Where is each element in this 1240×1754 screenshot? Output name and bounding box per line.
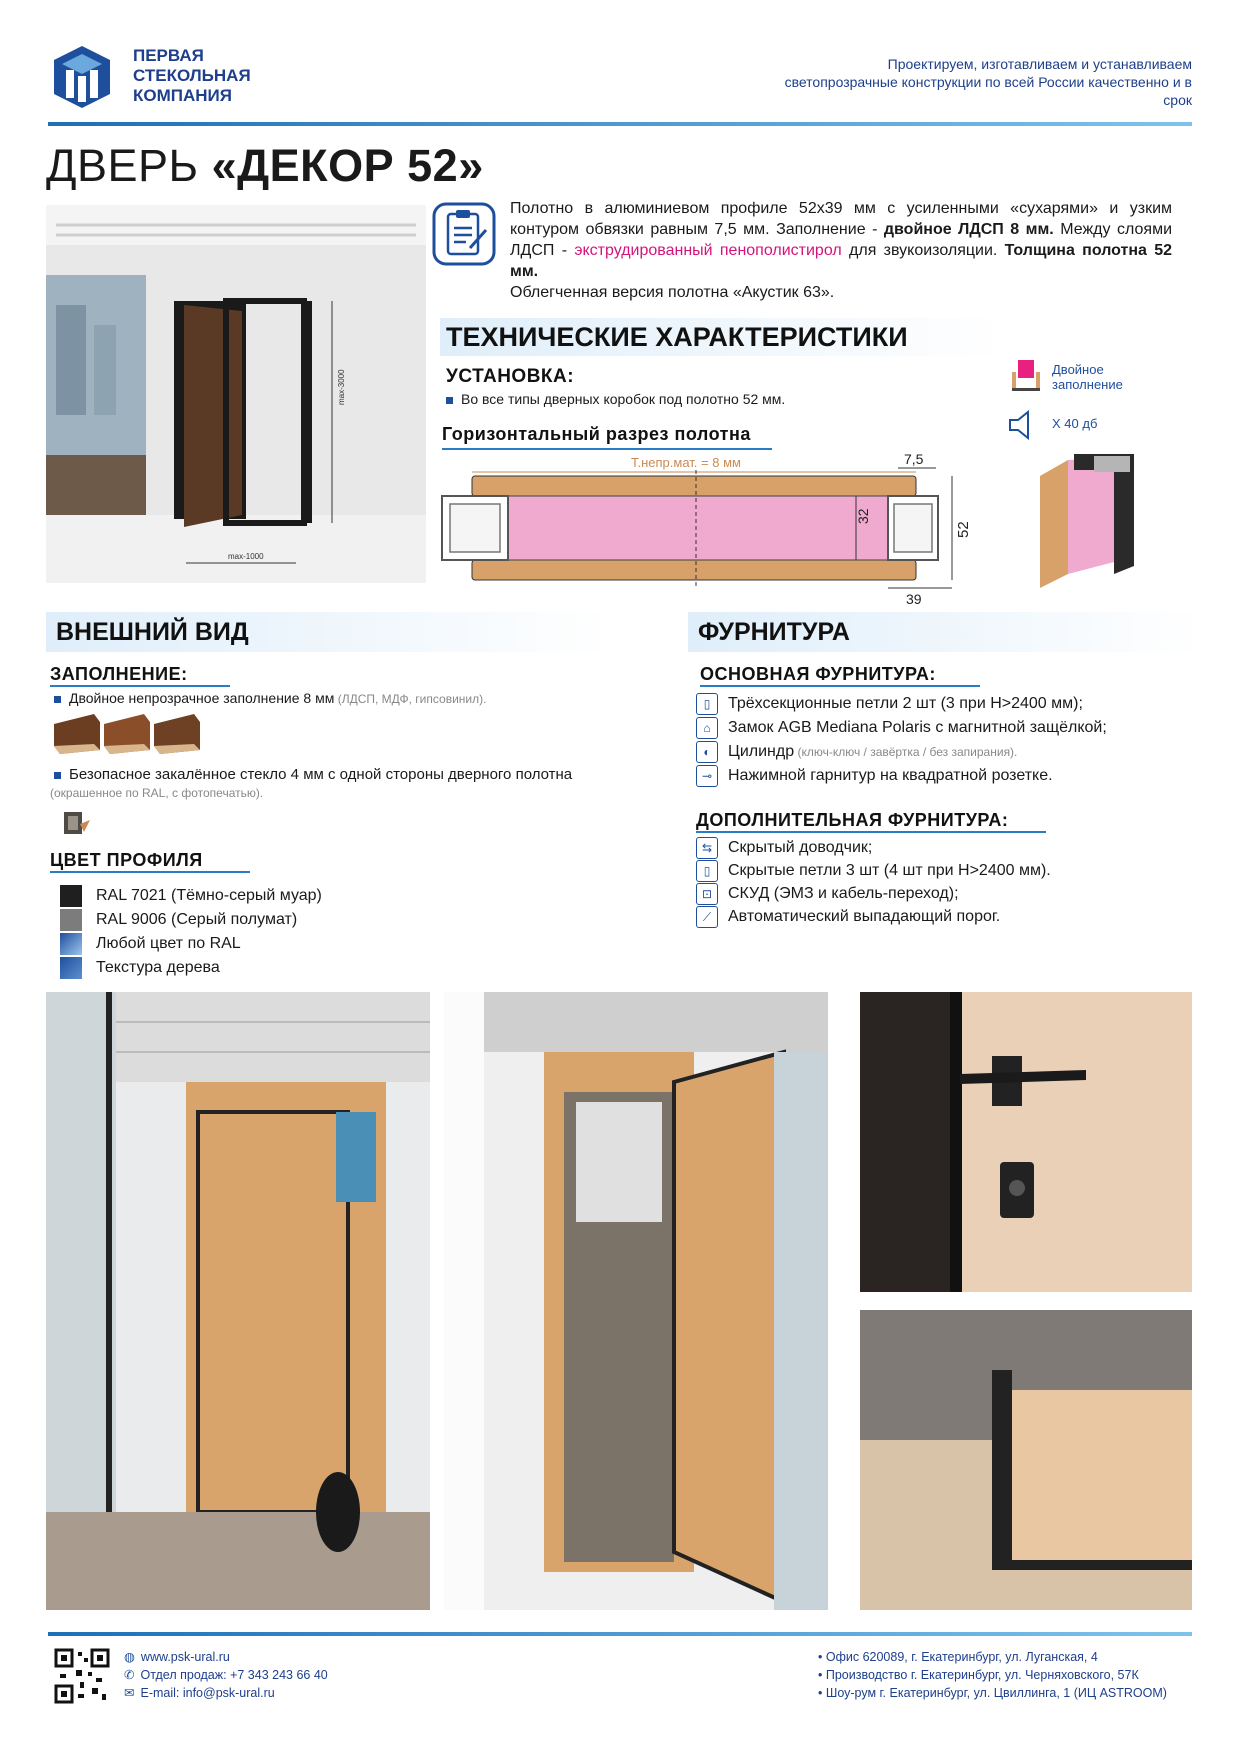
hero-door-photo	[46, 205, 426, 583]
description-part: для звукоизоляции.	[841, 242, 1005, 259]
hero-height-dimension: max-3000	[337, 369, 346, 405]
dim-top-label: Т.непр.мат. = 8 мм	[631, 455, 741, 470]
hardware-item-text: СКУД (ЭМЗ и кабель-переход);	[728, 885, 959, 902]
address-showroom-text: Шоу-рум г. Екатеринбург, ул. Цвиллинга, 1 (ИЦ ASTROOM)	[825, 1686, 1167, 1700]
color-item	[60, 908, 460, 932]
address-showroom: • Шоу-рум г. Екатеринбург, ул. Цвиллинга, 1 (ИЦ ASTROOM)	[818, 1686, 1167, 1700]
main-hardware-heading: ОСНОВНАЯ ФУРНИТУРА:	[700, 664, 980, 687]
page-title	[46, 140, 484, 192]
description-thickness: Толщина полотна 52 мм.	[510, 242, 1173, 280]
extra-hardware-heading: ДОПОЛНИТЕЛЬНАЯ ФУРНИТУРА:	[696, 810, 1046, 833]
closer-icon: ⇆	[696, 837, 718, 859]
sales-phone[interactable]	[124, 1666, 484, 1684]
website-link[interactable]	[124, 1648, 484, 1666]
footer-divider	[48, 1632, 1192, 1636]
hardware-item	[696, 859, 1196, 882]
address-production: • Производство г. Екатеринбург, ул. Черняховского, 57К	[818, 1668, 1139, 1682]
lock-icon: ⌂	[696, 717, 718, 739]
hero-width-dimension: max-1000	[228, 552, 264, 561]
install-heading: УСТАНОВКА:	[446, 366, 575, 387]
color-item	[60, 932, 460, 956]
title-name: «ДЕКОР 52»	[211, 140, 484, 191]
header-divider	[48, 122, 1192, 126]
hardware-item-text: Автоматический выпадающий порог.	[728, 908, 1001, 925]
color-swatch	[60, 885, 82, 907]
legend-sound: Х 40 дб	[1052, 416, 1098, 431]
hardware-heading: ФУРНИТУРА	[688, 612, 1202, 652]
dim-32: 32	[855, 508, 871, 524]
address-production-text: Производство г. Екатеринбург, ул. Черняховского, 57К	[825, 1668, 1139, 1682]
photo-profile-closeup	[860, 1310, 1192, 1610]
main-hardware-list	[696, 692, 1196, 788]
fill-2-note: (окрашенное по RAL, с фотопечатью).	[50, 786, 264, 800]
hardware-item	[696, 882, 1196, 905]
color-label: Текстура дерева	[96, 959, 220, 976]
color-label: RAL 7021 (Тёмно-серый муар)	[96, 887, 322, 904]
color-swatch	[60, 909, 82, 931]
fill-heading: ЗАПОЛНЕНИЕ:	[50, 664, 230, 687]
color-swatch	[60, 933, 82, 955]
install-text-value: Во все типы дверных коробок под полотно 52 мм.	[461, 391, 786, 407]
address-office-text: Офис 620089, г. Екатеринбург, ул. Луганская, 4	[825, 1650, 1098, 1664]
company-logo	[52, 44, 112, 110]
hardware-item-text: Скрытый доводчик;	[728, 839, 873, 856]
hardware-item	[696, 740, 1196, 764]
double-fill-icon	[1010, 358, 1042, 392]
color-label: Любой цвет по RAL	[96, 935, 241, 952]
description-part: Между слоями ЛДСП -	[510, 221, 1173, 259]
hardware-item-text: Нажимной гарнитур на квадратной розетке.	[728, 767, 1053, 784]
description-part: Полотно в алюминиевом профиле 52х39 мм с усиленными «сухарями» и узким контуром обвязки равным 7,5 мм. Заполнение -	[510, 200, 1172, 238]
extra-hardware-list	[696, 836, 1196, 928]
hidden-hinge-icon: ▯	[696, 860, 718, 882]
photo-open-door	[444, 992, 828, 1610]
hardware-item	[696, 692, 1196, 716]
hardware-item-note: (ключ-ключ / завёртка / без запирания).	[794, 745, 1018, 759]
hardware-item	[696, 836, 1196, 859]
handle-icon: ⊸	[696, 765, 718, 787]
color-swatch	[60, 957, 82, 979]
sound-icon	[1006, 410, 1036, 440]
mail-icon: ✉	[124, 1686, 135, 1700]
tagline: Проектируем, изготавливаем и устанавливаем светопрозрачные конструкции по всей России качественно и в срок	[784, 56, 1192, 108]
fill-2-text: Безопасное закалённое стекло 4 мм с одной стороны дверного полотна	[69, 766, 573, 783]
sales-text: Отдел продаж: +7 343 243 66 40	[140, 1668, 328, 1682]
description-note: Облегченная версия полотна «Акустик 63».	[510, 284, 835, 301]
description-fill-bold: двойное ЛДСП 8 мм.	[883, 221, 1054, 238]
title-prefix: ДВЕРЬ	[46, 140, 212, 191]
hardware-item	[696, 905, 1196, 928]
access-control-icon: ⊡	[696, 883, 718, 905]
fill-1-note: (ЛДСП, МДФ, гипсовинил).	[334, 692, 487, 706]
hardware-item-text: Замок AGB Mediana Polaris с магнитной защёлкой;	[728, 719, 1107, 736]
footer-addresses	[818, 1648, 1198, 1702]
address-office: • Офис 620089, г. Екатеринбург, ул. Луганская, 4	[818, 1650, 1098, 1664]
email-text: E-mail: info@psk-ural.ru	[140, 1686, 275, 1700]
hardware-item-text: Трёхсекционные петли 2 шт (3 при Н>2400 мм);	[728, 695, 1083, 712]
hardware-item	[696, 716, 1196, 740]
photo-office-door	[46, 992, 430, 1610]
fill-option-2	[54, 766, 634, 783]
website-text: www.psk-ural.ru	[140, 1650, 230, 1664]
hardware-item-text: Цилиндр	[728, 743, 795, 760]
dim-7-5: 7,5	[904, 451, 924, 467]
profile-3d-illustration	[1034, 450, 1144, 588]
fill-1-text: Двойное непрозрачное заполнение 8 мм	[69, 690, 335, 706]
color-label: RAL 9006 (Серый полумат)	[96, 911, 298, 928]
cross-section-diagram	[436, 450, 996, 606]
clipboard-icon	[432, 202, 496, 266]
hardware-item-text: Скрытые петли 3 шт (4 шт при Н>2400 мм).	[728, 862, 1051, 879]
color-item	[60, 884, 460, 908]
description-foam: экструдированный пенополистирол	[574, 242, 842, 259]
photo-handle-closeup	[860, 992, 1192, 1292]
hinge-icon: ▯	[696, 693, 718, 715]
color-list	[60, 884, 460, 980]
company-name: ПЕРВАЯ СТЕКОЛЬНАЯ КОМПАНИЯ	[133, 46, 251, 105]
color-heading: ЦВЕТ ПРОФИЛЯ	[50, 850, 250, 873]
dim-52: 52	[955, 521, 972, 538]
door-description	[510, 198, 1172, 303]
cylinder-icon: ◐	[696, 741, 718, 763]
globe-icon: ◍	[124, 1650, 135, 1664]
section-heading: Горизонтальный разрез полотна	[442, 424, 751, 444]
appearance-heading: ВНЕШНИЙ ВИД	[46, 612, 616, 652]
color-item	[60, 956, 460, 980]
install-text	[446, 391, 785, 407]
hardware-item	[696, 764, 1196, 788]
email-link[interactable]	[124, 1684, 484, 1702]
qr-code	[54, 1648, 110, 1704]
footer-contacts	[124, 1648, 484, 1702]
tech-heading: ТЕХНИЧЕСКИЕ ХАРАКТЕРИСТИКИ	[440, 318, 1006, 356]
wood-swatches	[54, 714, 204, 754]
fill-option-1	[54, 690, 486, 706]
phone-icon: ✆	[124, 1668, 135, 1682]
dim-39: 39	[906, 591, 922, 606]
threshold-icon: ⟋	[696, 906, 718, 928]
legend-double-fill: Двойное заполнение	[1052, 362, 1123, 392]
glass-sample-icon	[62, 810, 92, 836]
